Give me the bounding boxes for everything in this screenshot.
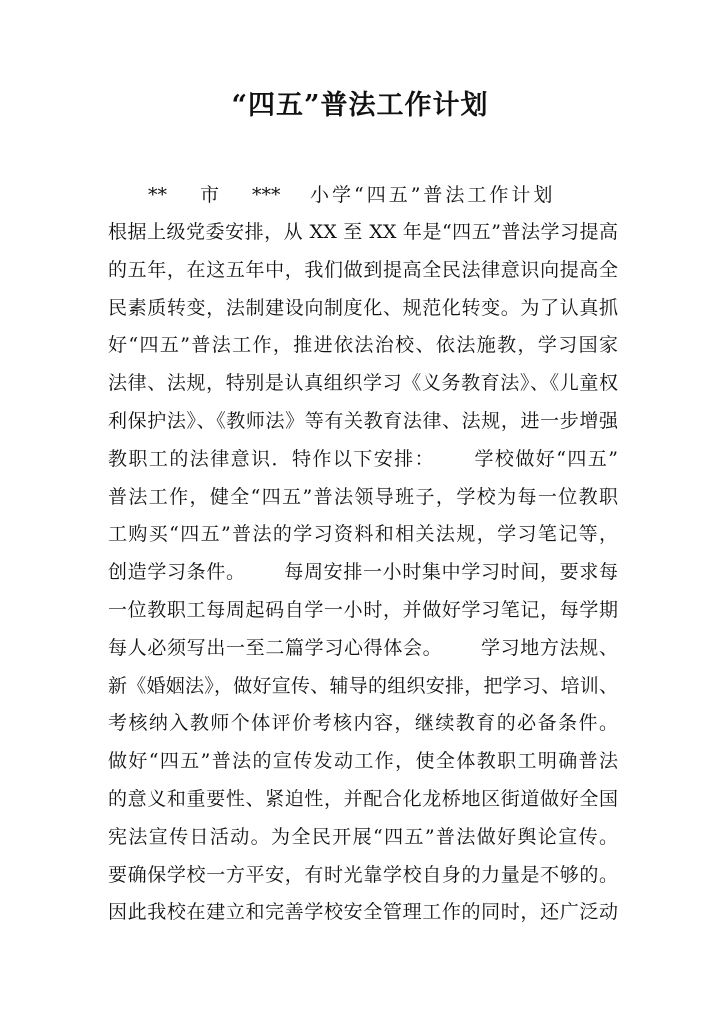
text-line: 法律、法规，特别是认真组织学习《义务教育法》、《儿童权: [108, 372, 618, 395]
text-segment: 创造学习条件。: [108, 561, 246, 584]
text-line: [108, 554, 618, 592]
text-line: 民素质转变，法制建设向制度化、规范化转变。为了认真抓: [108, 296, 618, 319]
text-segment: 教职工的法律意识．特作以下安排：: [108, 447, 436, 470]
text-line: 根据上级党委安排，从 XX 至 XX 年是“四五”普法学习提高: [108, 221, 618, 243]
text-line: 工购买“四五”普法的学习资料和相关法规，学习笔记等，: [108, 523, 618, 546]
text-line: 的意义和重要性、紧迫性，并配合化龙桥地区街道做好全国: [108, 787, 618, 810]
subtitle-part-4: 小学“四五”普法工作计划: [310, 184, 556, 206]
text-line: 一位教职工每周起码自学一小时，并做好学习笔记，每学期: [108, 598, 618, 621]
text-line: 利保护法》、《教师法》等有关教育法律、法规，进一步增强: [108, 409, 618, 432]
document-subtitle: [148, 180, 555, 210]
subtitle-part-3: ***: [252, 184, 281, 206]
text-line: 普法工作，健全“四五”普法领导班子，学校为每一位教职: [108, 485, 618, 508]
text-segment: 每周安排一小时集中学习时间，要求每: [283, 561, 618, 584]
text-line: 因此我校在建立和完善学校安全管理工作的同时，还广泛动: [108, 901, 618, 924]
body-paragraph: [108, 214, 618, 932]
text-line: [108, 630, 618, 668]
text-line: 宪法宣传日活动。为全民开展“四五”普法做好舆论宣传。: [108, 825, 618, 848]
text-line: 新《婚姻法》，做好宣传、辅导的组织安排，把学习、培训、: [108, 674, 618, 697]
text-segment: 学校做好“四五”: [473, 447, 618, 470]
text-line: 好“四五”普法工作，推进依法治校、依法施教，学习国家: [108, 334, 618, 357]
text-segment: 学习地方法规、: [480, 636, 618, 659]
document-title: “四五”普法工作计划: [231, 90, 489, 121]
text-line: 的五年，在这五年中，我们做到提高全民法律意识向提高全: [108, 258, 618, 281]
text-segment: 每人必须写出一至二篇学习心得体会。: [108, 636, 443, 659]
text-line: [108, 441, 618, 479]
subtitle-part-2: 市: [200, 184, 220, 206]
text-line: 做好“四五”普法的宣传发动工作，使全体教职工明确普法: [108, 750, 618, 773]
text-line: 考核纳入教师个体评价考核内容，继续教育的必备条件。: [108, 712, 618, 735]
text-line: 要确保学校一方平安，有时光靠学校自身的力量是不够的。: [108, 863, 618, 886]
subtitle-part-1: **: [148, 184, 167, 206]
